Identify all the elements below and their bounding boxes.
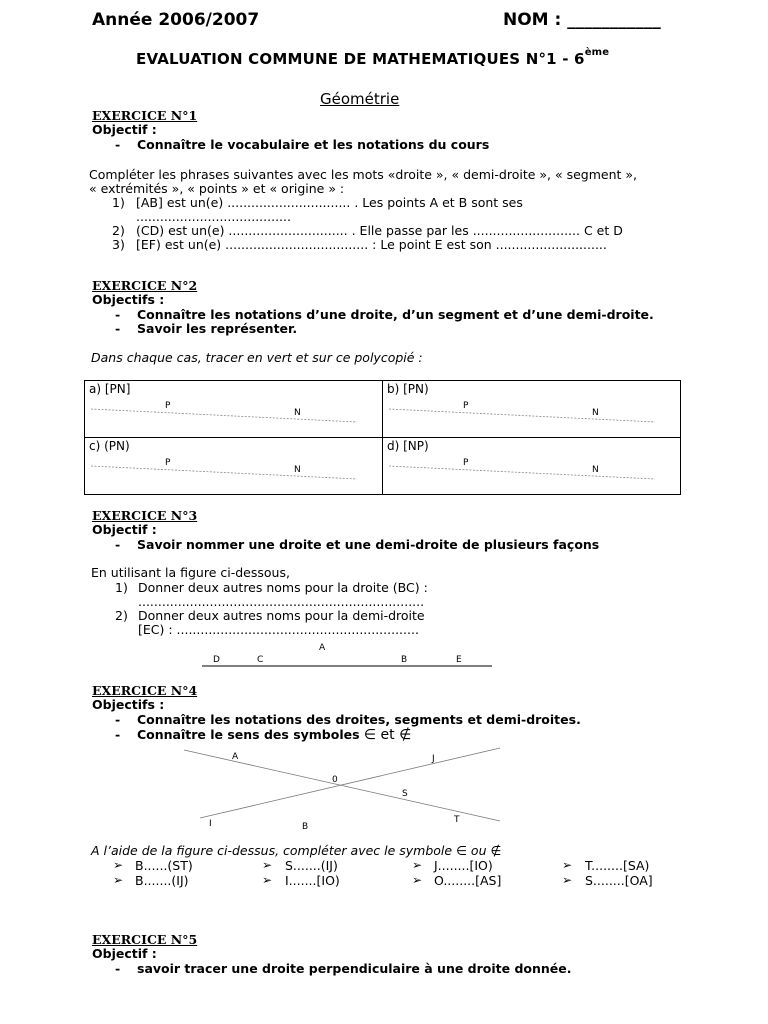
points-figure <box>383 381 680 437</box>
ex2-objective: Savoir les représenter. <box>137 321 298 336</box>
arrow-bullet-icon: ➢ <box>412 873 423 887</box>
ex2-cell-b[interactable] <box>383 381 681 438</box>
title-text: EVALUATION COMMUNE DE MATHEMATIQUES N°1 - 6 <box>136 50 585 68</box>
ex3-item-text: [EC) : ............................................................. <box>138 622 419 637</box>
guide-line <box>91 409 357 422</box>
point-a-label: A <box>319 643 326 653</box>
guide-line <box>389 409 655 422</box>
ex3-item-text: ........................................................................ <box>138 594 425 609</box>
ex3-figure <box>200 638 500 672</box>
ex4-heading: EXERCICE N°4 <box>92 683 198 698</box>
ex1-instruction-1: Compléter les phrases suivantes avec les mots «droite », « demi-droite », « segment », <box>89 167 638 182</box>
objective-text: Connaître le sens des symboles <box>137 727 364 742</box>
ex4-instruction: A l’aide de la figure ci-dessus, compléter avec le symbole ∈ ou ∉ <box>91 843 502 858</box>
point-a-label: A <box>232 752 239 762</box>
ex4-bullet: - <box>115 727 121 742</box>
ex2-bullet: - <box>115 307 121 322</box>
arrow-bullet-icon: ➢ <box>113 858 124 872</box>
nom-field: NOM : ___________ <box>503 10 661 30</box>
title-superscript: ème <box>584 47 610 58</box>
symbols-text: ∈ et ∉ <box>363 727 412 743</box>
ex2-heading: EXERCICE N°2 <box>92 278 198 293</box>
point-n-label: N <box>294 465 301 475</box>
answer-item: S.......(IJ) <box>285 858 338 873</box>
point-t-label: T <box>454 815 460 825</box>
point-n-label: N <box>592 465 599 475</box>
arrow-bullet-icon: ➢ <box>262 858 273 872</box>
point-p-label: P <box>165 458 171 468</box>
answer-item: B.......(IJ) <box>135 873 189 888</box>
ex4-objective: Connaître les notations des droites, segments et demi-droites. <box>137 712 581 727</box>
answer-item: I.......[IO) <box>285 873 340 888</box>
cell-label: a) [PN] <box>89 382 131 396</box>
ex1-instruction-2: « extrémités », « points » et « origine » : <box>89 181 345 196</box>
cell-label: b) [PN) <box>387 382 429 396</box>
point-n-label: N <box>294 408 301 418</box>
ex5-heading: EXERCICE N°5 <box>92 932 198 947</box>
ex2-objectif-label: Objectifs : <box>92 292 165 307</box>
ex5-bullet: - <box>115 961 121 976</box>
arrow-bullet-icon: ➢ <box>262 873 273 887</box>
answer-item: B......(ST) <box>135 858 193 873</box>
point-b-label: B <box>302 822 309 832</box>
ex2-cell-d[interactable] <box>383 438 681 495</box>
ex1-heading: EXERCICE N°1 <box>92 108 198 123</box>
ex1-item-text: (CD) est un(e) .............................. . Elle passe par les ........................... C et D <box>136 223 623 238</box>
ex3-objectif-label: Objectif : <box>92 522 157 537</box>
ex1-item-num: 3) <box>112 237 125 252</box>
ex3-item-num: 1) <box>115 580 128 595</box>
answer-item: S........[OA] <box>585 873 653 888</box>
ex3-item-text: Donner deux autres noms pour la demi-droite <box>138 608 425 623</box>
line-ij <box>200 748 500 818</box>
arrow-bullet-icon: ➢ <box>562 873 573 887</box>
point-d-label: D <box>213 655 220 665</box>
point-p-label: P <box>463 458 469 468</box>
ex2-bullet: - <box>115 321 121 336</box>
ex4-objective <box>137 727 411 743</box>
point-j-label: J <box>432 754 435 764</box>
point-p-label: P <box>165 401 171 411</box>
point-o-label: 0 <box>332 775 338 785</box>
arrow-bullet-icon: ➢ <box>562 858 573 872</box>
ex2-instruction: Dans chaque cas, tracer en vert et sur ce polycopié : <box>91 350 423 365</box>
ex3-bullet: - <box>115 537 121 552</box>
ex1-item-text: [AB] est un(e) ............................... . Les points A et B sont ses <box>136 195 523 210</box>
ex3-intro: En utilisant la figure ci-dessous, <box>91 565 290 580</box>
ex3-objective: Savoir nommer une droite et une demi-droite de plusieurs façons <box>137 537 600 552</box>
points-figure <box>85 438 382 494</box>
ex3-heading: EXERCICE N°3 <box>92 508 198 523</box>
ex4-bullet: - <box>115 712 121 727</box>
answer-item: J........[IO) <box>434 858 493 873</box>
point-b-label: B <box>401 655 408 665</box>
ex1-objective: Connaître le vocabulaire et les notations du cours <box>137 137 490 152</box>
ex5-objective: savoir tracer une droite perpendiculaire à une droite donnée. <box>137 961 572 976</box>
ex2-cell-a[interactable] <box>85 381 383 438</box>
cell-label: c) (PN) <box>89 439 130 453</box>
points-figure <box>383 438 680 494</box>
answer-item: T........[SA) <box>585 858 650 873</box>
point-e-label: E <box>456 655 462 665</box>
ex1-item-num: 2) <box>112 223 125 238</box>
ex2-figure-table <box>84 380 681 495</box>
ex3-item-num: 2) <box>115 608 128 623</box>
answer-item: O........[AS] <box>434 873 502 888</box>
ex4-objectif-label: Objectifs : <box>92 697 165 712</box>
subtitle: Géométrie <box>320 90 400 108</box>
ex5-objectif-label: Objectif : <box>92 946 157 961</box>
ex1-objectif-label: Objectif : <box>92 122 157 137</box>
ex4-figure <box>170 742 510 834</box>
point-n-label: N <box>592 408 599 418</box>
cell-label: d) [NP) <box>387 439 429 453</box>
arrow-bullet-icon: ➢ <box>412 858 423 872</box>
page-title <box>136 47 610 68</box>
year-label: Année 2006/2007 <box>92 10 260 30</box>
ex1-bullet: - <box>115 137 121 152</box>
points-figure <box>85 381 382 437</box>
point-s-label: S <box>402 789 408 799</box>
guide-line <box>91 466 357 479</box>
arrow-bullet-icon: ➢ <box>113 873 124 887</box>
point-i-label: I <box>209 819 212 829</box>
ex1-item-num: 1) <box>112 195 125 210</box>
ex3-item-text: Donner deux autres noms pour la droite (BC) : <box>138 580 428 595</box>
ex1-item-text: ....................................... <box>136 209 291 224</box>
ex2-objective: Connaître les notations d’une droite, d’un segment et d’une demi-droite. <box>137 307 654 322</box>
ex2-cell-c[interactable] <box>85 438 383 495</box>
guide-line <box>389 466 655 479</box>
point-p-label: P <box>463 401 469 411</box>
point-c-label: C <box>257 655 264 665</box>
ex1-item-text: [EF) est un(e) .................................... : Le point E est son ............................ <box>136 237 607 252</box>
